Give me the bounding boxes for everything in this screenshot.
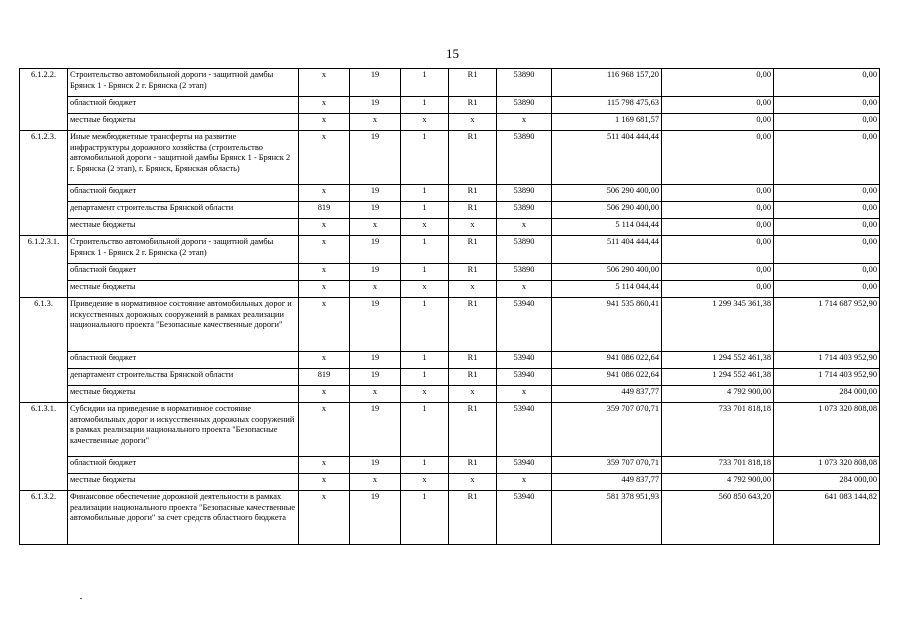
event-code-cell: R1 <box>449 369 497 386</box>
row-description-cell: Строительство автомобильной дороги - защитной дамбы Брянск 1 - Брянск 2 г. Брянска (2 этап) <box>68 236 299 264</box>
event-code-cell: х <box>449 386 497 403</box>
subprogram-code-cell: 1 <box>401 491 449 545</box>
amount-year-3-cell: 284 000,00 <box>774 386 880 403</box>
program-code-cell: х <box>350 219 401 236</box>
amount-year-1-cell: 1 169 681,57 <box>552 114 662 131</box>
row-description-cell: областной бюджет <box>68 457 299 474</box>
admin-code-cell: х <box>299 114 350 131</box>
expense-code-cell: 53890 <box>497 202 552 219</box>
expense-code-cell: 53890 <box>497 69 552 97</box>
event-code-cell: R1 <box>449 298 497 352</box>
table-row <box>20 264 880 281</box>
amount-year-2-cell: 1 294 552 461,38 <box>662 352 774 369</box>
program-code-cell: 19 <box>350 491 401 545</box>
amount-year-2-cell: 733 701 818,18 <box>662 403 774 457</box>
event-code-cell: R1 <box>449 264 497 281</box>
program-code-cell: 19 <box>350 69 401 97</box>
amount-year-1-cell: 116 968 157,20 <box>552 69 662 97</box>
table-row <box>20 236 880 264</box>
amount-year-3-cell: 0,00 <box>774 114 880 131</box>
admin-code-cell: х <box>299 185 350 202</box>
expense-code-cell: 53890 <box>497 185 552 202</box>
table-row <box>20 352 880 369</box>
program-code-cell: 19 <box>350 202 401 219</box>
admin-code-cell: х <box>299 457 350 474</box>
program-code-cell: 19 <box>350 185 401 202</box>
event-code-cell: R1 <box>449 202 497 219</box>
table-row <box>20 298 880 352</box>
program-code-cell: 19 <box>350 457 401 474</box>
program-code-cell: 19 <box>350 352 401 369</box>
subprogram-code-cell: 1 <box>401 264 449 281</box>
row-description-cell: департамент строительства Брянской области <box>68 369 299 386</box>
expense-code-cell: 53890 <box>497 131 552 185</box>
amount-year-1-cell: 449 837,77 <box>552 474 662 491</box>
amount-year-2-cell: 0,00 <box>662 185 774 202</box>
expense-code-cell: х <box>497 219 552 236</box>
table-row <box>20 202 880 219</box>
expense-code-cell: 53940 <box>497 403 552 457</box>
table-row <box>20 369 880 386</box>
event-code-cell: R1 <box>449 491 497 545</box>
event-code-cell: R1 <box>449 236 497 264</box>
amount-year-2-cell: 0,00 <box>662 219 774 236</box>
amount-year-3-cell: 1 073 320 808,08 <box>774 457 880 474</box>
admin-code-cell: х <box>299 491 350 545</box>
amount-year-3-cell: 641 083 144,82 <box>774 491 880 545</box>
table-row <box>20 131 880 185</box>
amount-year-3-cell: 1 714 687 952,90 <box>774 298 880 352</box>
admin-code-cell: х <box>299 236 350 264</box>
table-row <box>20 185 880 202</box>
amount-year-1-cell: 5 114 044,44 <box>552 219 662 236</box>
subprogram-code-cell: 1 <box>401 403 449 457</box>
program-code-cell: х <box>350 386 401 403</box>
amount-year-2-cell: 4 792 900,00 <box>662 474 774 491</box>
table-row <box>20 114 880 131</box>
table-row <box>20 474 880 491</box>
page-number: 15 <box>446 46 459 61</box>
table-row <box>20 386 880 403</box>
expense-code-cell: 53890 <box>497 97 552 114</box>
expense-code-cell: х <box>497 386 552 403</box>
amount-year-3-cell: 1 073 320 808,08 <box>774 403 880 457</box>
amount-year-1-cell: 511 404 444,44 <box>552 236 662 264</box>
program-code-cell: 19 <box>350 97 401 114</box>
program-code-cell: 19 <box>350 236 401 264</box>
expense-code-cell: х <box>497 114 552 131</box>
expense-code-cell: 53890 <box>497 264 552 281</box>
admin-code-cell: х <box>299 474 350 491</box>
subprogram-code-cell: 1 <box>401 352 449 369</box>
amount-year-1-cell: 449 837,77 <box>552 386 662 403</box>
admin-code-cell: 819 <box>299 369 350 386</box>
event-code-cell: х <box>449 474 497 491</box>
expense-code-cell: х <box>497 281 552 298</box>
amount-year-1-cell: 941 086 022,64 <box>552 369 662 386</box>
program-code-cell: х <box>350 114 401 131</box>
amount-year-3-cell: 0,00 <box>774 202 880 219</box>
subprogram-code-cell: 1 <box>401 369 449 386</box>
event-code-cell: х <box>449 114 497 131</box>
amount-year-3-cell: 0,00 <box>774 131 880 185</box>
subprogram-code-cell: 1 <box>401 69 449 97</box>
table-body <box>20 69 880 545</box>
expense-code-cell: 53940 <box>497 298 552 352</box>
amount-year-3-cell: 0,00 <box>774 185 880 202</box>
amount-year-3-cell: 0,00 <box>774 97 880 114</box>
admin-code-cell: х <box>299 298 350 352</box>
amount-year-3-cell: 1 714 403 952,90 <box>774 369 880 386</box>
amount-year-1-cell: 115 798 475,63 <box>552 97 662 114</box>
program-code-cell: 19 <box>350 403 401 457</box>
expense-code-cell: 53890 <box>497 236 552 264</box>
amount-year-1-cell: 506 290 400,00 <box>552 185 662 202</box>
amount-year-3-cell: 0,00 <box>774 69 880 97</box>
row-number-cell: 6.1.2.2. <box>20 69 68 131</box>
program-code-cell: х <box>350 281 401 298</box>
subprogram-code-cell: х <box>401 281 449 298</box>
row-description-cell: департамент строительства Брянской области <box>68 202 299 219</box>
amount-year-1-cell: 359 707 070,71 <box>552 457 662 474</box>
amount-year-2-cell: 560 850 643,20 <box>662 491 774 545</box>
amount-year-2-cell: 0,00 <box>662 69 774 97</box>
amount-year-1-cell: 5 114 044,44 <box>552 281 662 298</box>
event-code-cell: х <box>449 219 497 236</box>
amount-year-2-cell: 0,00 <box>662 97 774 114</box>
row-description-cell: Приведение в нормативное состояние автомобильных дорог и искусственных дорожных сооружений в рамках реализации национального проекта "Безопасные качественные дороги" <box>68 298 299 352</box>
admin-code-cell: 819 <box>299 202 350 219</box>
subprogram-code-cell: х <box>401 219 449 236</box>
budget-table <box>19 68 880 545</box>
row-description-cell: Субсидии на приведение в нормативное состояние автомобильных дорог и искусственных дорожных сооружений в рамках реализации национального проекта "Безопасные качественные дороги" <box>68 403 299 457</box>
table-row <box>20 491 880 545</box>
subprogram-code-cell: х <box>401 114 449 131</box>
event-code-cell: х <box>449 281 497 298</box>
expense-code-cell: 53940 <box>497 369 552 386</box>
program-code-cell: 19 <box>350 369 401 386</box>
amount-year-2-cell: 0,00 <box>662 236 774 264</box>
row-description-cell: Финансовое обеспечение дорожной деятельности в рамках реализации национального проекта "Безопасные качественные автомобильные дороги" за счет средств областного бюджета <box>68 491 299 545</box>
amount-year-3-cell: 0,00 <box>774 281 880 298</box>
amount-year-2-cell: 1 294 552 461,38 <box>662 369 774 386</box>
admin-code-cell: х <box>299 403 350 457</box>
amount-year-1-cell: 506 290 400,00 <box>552 202 662 219</box>
amount-year-3-cell: 1 714 403 952,90 <box>774 352 880 369</box>
table-row <box>20 457 880 474</box>
amount-year-3-cell: 0,00 <box>774 236 880 264</box>
amount-year-3-cell: 284 000,00 <box>774 474 880 491</box>
row-description-cell: местные бюджеты <box>68 114 299 131</box>
event-code-cell: R1 <box>449 403 497 457</box>
scan-mark <box>80 598 82 599</box>
subprogram-code-cell: 1 <box>401 185 449 202</box>
table-row <box>20 219 880 236</box>
admin-code-cell: х <box>299 352 350 369</box>
row-description-cell: областной бюджет <box>68 185 299 202</box>
program-code-cell: 19 <box>350 264 401 281</box>
subprogram-code-cell: 1 <box>401 457 449 474</box>
program-code-cell: 19 <box>350 131 401 185</box>
row-number-cell: 6.1.3.1. <box>20 403 68 491</box>
admin-code-cell: х <box>299 264 350 281</box>
admin-code-cell: х <box>299 97 350 114</box>
event-code-cell: R1 <box>449 457 497 474</box>
event-code-cell: R1 <box>449 97 497 114</box>
row-description-cell: местные бюджеты <box>68 219 299 236</box>
amount-year-2-cell: 4 792 900,00 <box>662 386 774 403</box>
event-code-cell: R1 <box>449 185 497 202</box>
amount-year-1-cell: 511 404 444,44 <box>552 131 662 185</box>
amount-year-1-cell: 359 707 070,71 <box>552 403 662 457</box>
admin-code-cell: х <box>299 131 350 185</box>
subprogram-code-cell: 1 <box>401 202 449 219</box>
row-number-cell: 6.1.3.2. <box>20 491 68 545</box>
row-description-cell: областной бюджет <box>68 264 299 281</box>
row-number-cell: 6.1.3. <box>20 298 68 403</box>
amount-year-2-cell: 0,00 <box>662 264 774 281</box>
subprogram-code-cell: 1 <box>401 298 449 352</box>
amount-year-1-cell: 941 086 022,64 <box>552 352 662 369</box>
subprogram-code-cell: 1 <box>401 131 449 185</box>
row-description-cell: местные бюджеты <box>68 386 299 403</box>
subprogram-code-cell: х <box>401 386 449 403</box>
program-code-cell: 19 <box>350 298 401 352</box>
amount-year-3-cell: 0,00 <box>774 219 880 236</box>
expense-code-cell: 53940 <box>497 457 552 474</box>
amount-year-1-cell: 581 378 951,93 <box>552 491 662 545</box>
amount-year-2-cell: 0,00 <box>662 202 774 219</box>
amount-year-2-cell: 0,00 <box>662 281 774 298</box>
event-code-cell: R1 <box>449 131 497 185</box>
table-row <box>20 69 880 97</box>
amount-year-1-cell: 941 535 860,41 <box>552 298 662 352</box>
table-row <box>20 281 880 298</box>
program-code-cell: х <box>350 474 401 491</box>
admin-code-cell: х <box>299 219 350 236</box>
subprogram-code-cell: 1 <box>401 236 449 264</box>
expense-code-cell: 53940 <box>497 352 552 369</box>
row-number-cell: 6.1.2.3. <box>20 131 68 236</box>
row-description-cell: Иные межбюджетные трансферты на развитие инфраструктуры дорожного хозяйства (строительство автомобильной дороги - защитной дамбы Брянск 1 - Брянск 2 г. Брянска (2 этап), г. Брянск, Брянская область) <box>68 131 299 185</box>
row-description-cell: областной бюджет <box>68 97 299 114</box>
row-description-cell: местные бюджеты <box>68 281 299 298</box>
table-row <box>20 97 880 114</box>
amount-year-2-cell: 0,00 <box>662 114 774 131</box>
table-row <box>20 403 880 457</box>
event-code-cell: R1 <box>449 69 497 97</box>
event-code-cell: R1 <box>449 352 497 369</box>
expense-code-cell: х <box>497 474 552 491</box>
expense-code-cell: 53940 <box>497 491 552 545</box>
subprogram-code-cell: 1 <box>401 97 449 114</box>
admin-code-cell: х <box>299 69 350 97</box>
row-description-cell: областной бюджет <box>68 352 299 369</box>
row-description-cell: Строительство автомобильной дороги - защитной дамбы Брянск 1 - Брянск 2 г. Брянска (2 этап) <box>68 69 299 97</box>
subprogram-code-cell: х <box>401 474 449 491</box>
admin-code-cell: х <box>299 386 350 403</box>
amount-year-3-cell: 0,00 <box>774 264 880 281</box>
amount-year-2-cell: 0,00 <box>662 131 774 185</box>
amount-year-1-cell: 506 290 400,00 <box>552 264 662 281</box>
admin-code-cell: х <box>299 281 350 298</box>
amount-year-2-cell: 1 299 345 361,38 <box>662 298 774 352</box>
row-number-cell: 6.1.2.3.1. <box>20 236 68 298</box>
row-description-cell: местные бюджеты <box>68 474 299 491</box>
amount-year-2-cell: 733 701 818,18 <box>662 457 774 474</box>
